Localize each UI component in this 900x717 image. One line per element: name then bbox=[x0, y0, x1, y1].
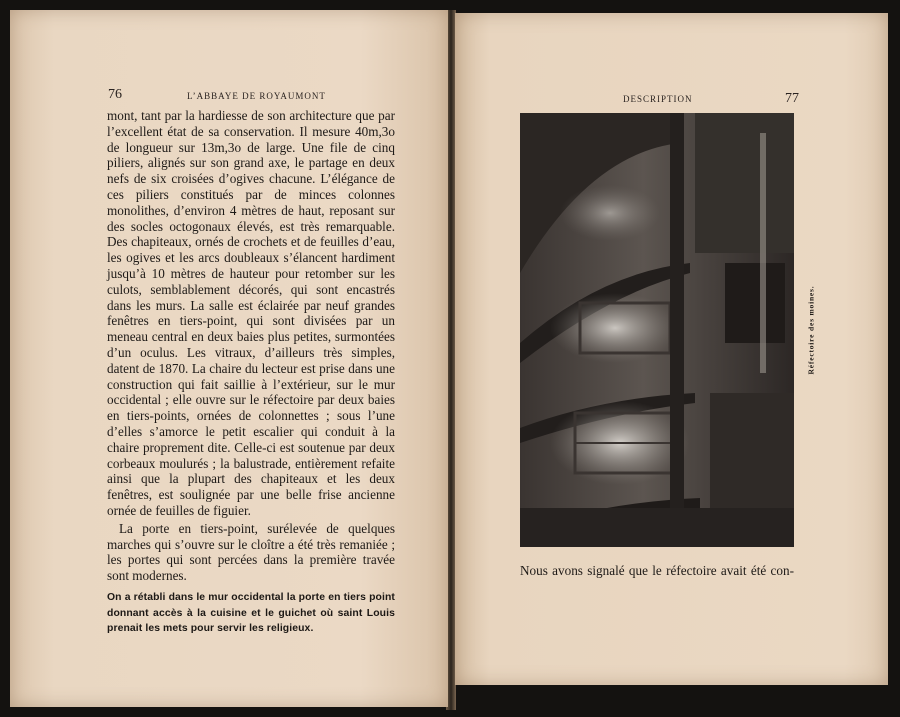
left-body-text bbox=[107, 108, 395, 637]
right-page-number: 77 bbox=[785, 91, 799, 106]
paragraph-porte: La porte en tiers-point, surélevée de quelques marches qui s’ouvre sur le cloître a été très remaniée ; les portes qui sont percées dans la première travée sont modernes. bbox=[107, 520, 395, 584]
refectory-photo-image bbox=[520, 113, 794, 547]
plate-caption-text: Réfectoire des moines. bbox=[806, 285, 816, 375]
continuation-text: Nous avons signalé que le réfectoire avait été con- bbox=[520, 563, 794, 578]
footnote: On a rétabli dans le mur occidental la porte en tiers point donnant accès à la cuisine et le guichet où saint Louis prenait les mets pour servir les religieux. bbox=[107, 591, 395, 635]
left-page-number: 76 bbox=[108, 87, 122, 102]
refectory-photograph bbox=[520, 113, 794, 547]
right-running-head: DESCRIPTION bbox=[623, 94, 693, 104]
left-running-head: L’ABBAYE DE ROYAUMONT bbox=[187, 91, 326, 101]
paragraph-main: mont, tant par la hardiesse de son architecture que par l’excellent état de sa conservation. Il mesure 40m,3o de longueur sur 13m,3o de large. Une file de cinq piliers, alignés sur son grand axe, le partage en deux nefs de six croisées d’ogives chacune. L’élégance de ces piliers constitués par de minces colonnes monolithes, d’environ 4 mètres de haut, reposant sur des socles octogonaux élevés, est très remarquable. Des chapiteaux, ornés de crochets et de feuilles d’eau, les ogives et les arcs doubleaux s’élancent hardiment jusqu’à 10 mètres de hauteur pour retomber sur les culots, semblablement décorés, qui sont encastrés dans les murs. La salle est éclairée par neuf grandes fenêtres en tiers-point, qui sont divisées par un meneau central en deux baies plus petites, surmontées d’un oculus. Les vitraux, d’ailleurs très simples, datent de 1870. La chaire du lecteur est prise dans une construction qui fait saillie à l’extérieur, sur le mur occidental ; elle ouvre sur le réfectoire par deux baies en tiers-points, ornées de colonnettes ; sous l’une d’elles s’amorce le petit escalier qui conduit à la chaire proprement dite. Celle-ci est soutenue par deux corbeaux moulurés ; la balustrade, entièrement refaite ainsi que la plupart des chapiteaux et les deux fenêtres, est soulignée par une belle frise ancienne ornée de feuilles de figuier. bbox=[107, 108, 395, 518]
plate-caption bbox=[804, 270, 818, 390]
